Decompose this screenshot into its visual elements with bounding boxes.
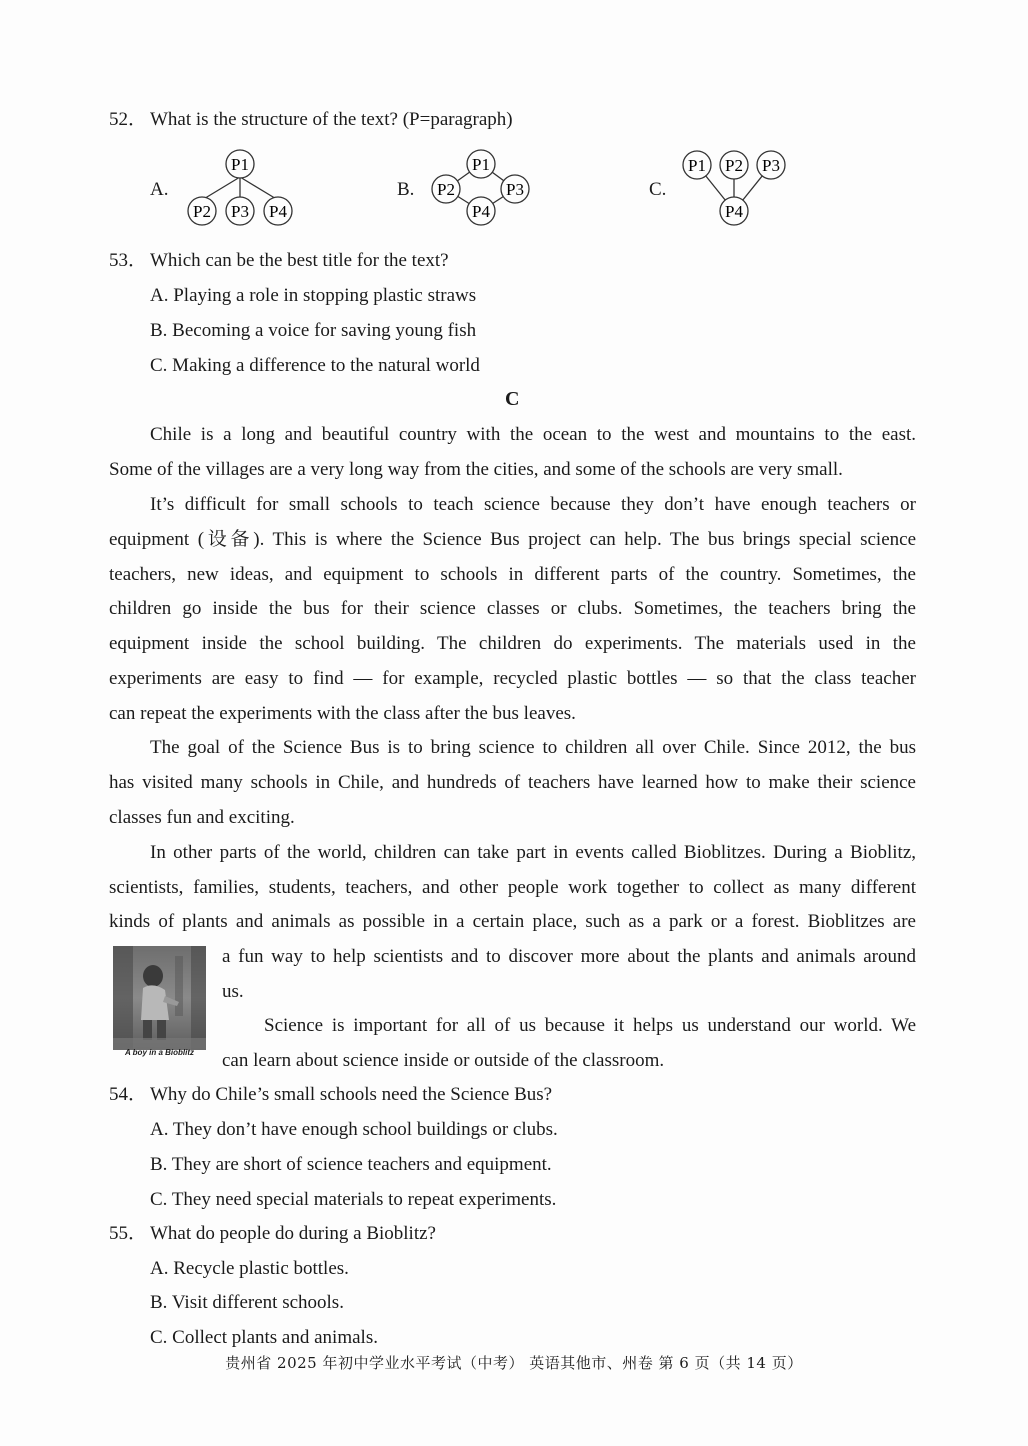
q52-number: 52． — [109, 109, 148, 130]
q54-number: 54． — [109, 1084, 148, 1105]
diagram-a-node-p2: P2 — [193, 202, 211, 221]
diagram-c-node-p4: P4 — [725, 202, 743, 221]
passage-line-6: children go inside the bus for their science classes or clubs. Sometimes, the teachers bring the — [109, 598, 916, 619]
q53-text: Which can be the best title for the text? — [150, 250, 449, 271]
q55-option-b[interactable]: B. Visit different schools. — [150, 1292, 344, 1313]
q55-question — [109, 1222, 436, 1246]
passage-line-14: scientists, families, students, teachers, and other people work together to collect as many different — [109, 877, 916, 898]
q52-text: What is the structure of the text? (P=paragraph) — [150, 109, 513, 130]
diagram-b-node-p3: P3 — [506, 180, 524, 199]
q55-number: 55． — [109, 1223, 148, 1244]
q52-option-b-label: B. — [397, 179, 415, 200]
q53-option-c[interactable]: C. Making a difference to the natural world — [150, 355, 480, 376]
diagram-c-node-p1: P1 — [688, 156, 706, 175]
passage-line-12: classes fun and exciting. — [109, 807, 295, 828]
q54-text: Why do Chile’s small schools need the Science Bus? — [150, 1084, 553, 1105]
passage-line-1: Chile is a long and beautiful country with the ocean to the west and mountains to the east. — [150, 424, 916, 445]
passage-line-18: Science is important for all of us because it helps us understand our world. We — [264, 1015, 916, 1036]
passage-line-5: teachers, new ideas, and equipment to schools in different parts of the country. Sometimes, the — [109, 564, 916, 585]
photo-caption: A boy in a Bioblitz — [124, 1048, 195, 1057]
diagram-b-node-p4: P4 — [472, 202, 490, 221]
q52-option-a-label: A. — [150, 179, 169, 200]
passage-line-19: can learn about science inside or outside of the classroom. — [222, 1050, 665, 1071]
passage-line-15: kinds of plants and animals as possible in a certain place, such as a park or a forest. Bioblitzes are — [109, 911, 916, 932]
diagram-c-node-p2: P2 — [725, 156, 743, 175]
diagram-a-node-p1: P1 — [231, 155, 249, 174]
passage-line-2: Some of the villages are a very long way from the cities, and some of the schools are very small. — [109, 459, 843, 480]
passage-line-9: can repeat the experiments with the class after the bus leaves. — [109, 703, 576, 724]
q55-option-c[interactable]: C. Collect plants and animals. — [150, 1327, 378, 1348]
passage-line-13: In other parts of the world, children can take part in events called Bioblitzes. During a Bioblitz, — [150, 842, 916, 863]
q52-diagram-a — [180, 148, 300, 233]
passage-line-4: equipment (设备). This is where the Science Bus project can help. The bus brings special science — [109, 529, 916, 550]
q55-text: What do people do during a Bioblitz? — [150, 1223, 436, 1244]
q53-option-a[interactable]: A. Playing a role in stopping plastic straws — [150, 285, 477, 306]
q54-option-b[interactable]: B. They are short of science teachers and equipment. — [150, 1154, 552, 1175]
passage-line-16: a fun way to help scientists and to discover more about the plants and animals around — [222, 946, 916, 967]
passage-line-8: experiments are easy to find — for example, recycled plastic bottles — so that the class teacher — [109, 668, 916, 689]
q53-number: 53． — [109, 250, 148, 271]
passage-line-3: It’s difficult for small schools to teach science because they don’t have enough teachers or — [150, 494, 916, 515]
passage-line-10: The goal of the Science Bus is to bring science to children all over Chile. Since 2012, the bus — [150, 737, 916, 758]
q53-option-b[interactable]: B. Becoming a voice for saving young fish — [150, 320, 477, 341]
diagram-a-node-p4: P4 — [269, 202, 287, 221]
q53-question — [109, 249, 449, 273]
passage-line-17: us. — [222, 981, 244, 1002]
passage-line-11: has visited many schools in Chile, and hundreds of teachers have learned how to make their science — [109, 772, 916, 793]
page-footer: 贵州省 2025 年初中学业水平考试（中考） 英语其他市、州卷 第 6 页（共 14 页） — [225, 1354, 803, 1372]
q54-option-a[interactable]: A. They don’t have enough school buildings or clubs. — [150, 1119, 558, 1140]
diagram-c-node-p3: P3 — [762, 156, 780, 175]
bioblitz-photo — [113, 946, 206, 1050]
passage-line-7: equipment inside the school building. The children do experiments. The materials used in the — [109, 633, 916, 654]
section-c-heading: C — [505, 388, 520, 410]
q52-question — [109, 108, 513, 132]
q52-diagram-b — [425, 148, 537, 233]
q54-question — [109, 1083, 552, 1107]
q52-option-c-label: C. — [649, 179, 667, 200]
diagram-b-node-p2: P2 — [437, 180, 455, 199]
diagram-a-node-p3: P3 — [231, 202, 249, 221]
q52-diagram-c — [678, 148, 793, 233]
diagram-b-node-p1: P1 — [472, 155, 490, 174]
q54-option-c[interactable]: C. They need special materials to repeat experiments. — [150, 1189, 557, 1210]
q55-option-a[interactable]: A. Recycle plastic bottles. — [150, 1258, 349, 1279]
